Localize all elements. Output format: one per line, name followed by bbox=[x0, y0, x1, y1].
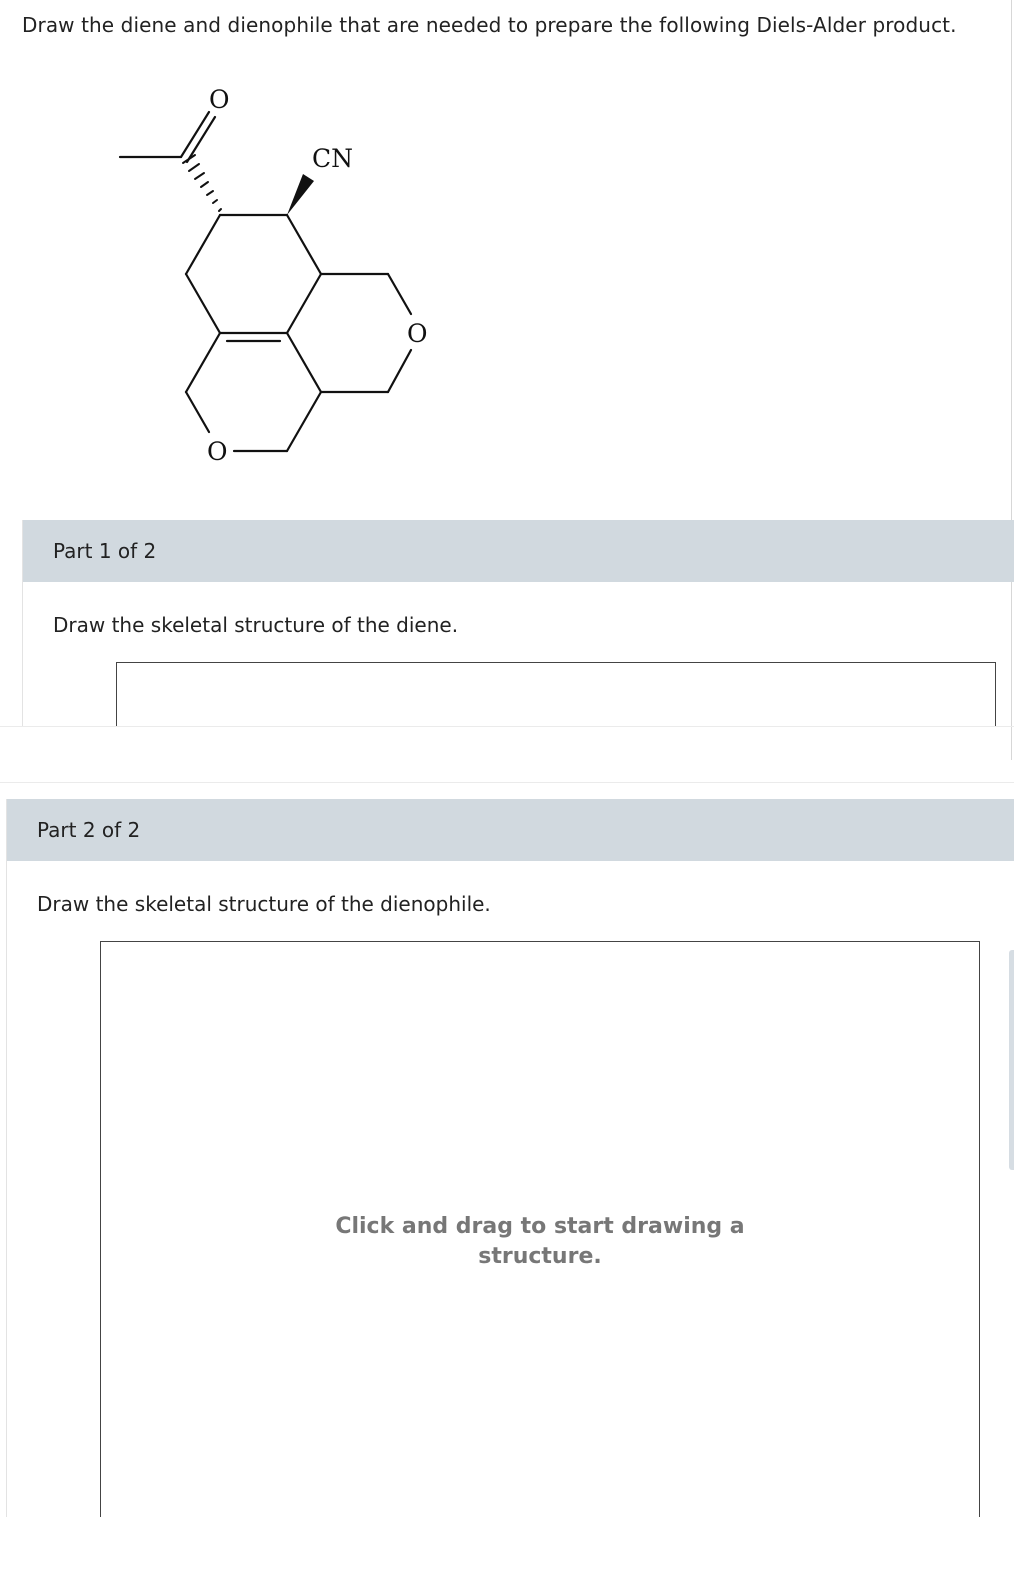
diene-drawing-canvas[interactable] bbox=[116, 662, 996, 726]
bond bbox=[388, 274, 411, 314]
bond bbox=[186, 215, 220, 274]
bond bbox=[186, 274, 220, 333]
part-1-instruction: Draw the skeletal structure of the diene. bbox=[53, 613, 459, 637]
bond bbox=[287, 392, 321, 451]
part-2-instruction: Draw the skeletal structure of the dienophile. bbox=[37, 892, 491, 916]
bond bbox=[186, 333, 220, 392]
part-2-header-label: Part 2 of 2 bbox=[37, 818, 141, 842]
solid-wedge-bond bbox=[287, 174, 314, 215]
section-divider bbox=[0, 726, 1014, 727]
bond bbox=[287, 274, 321, 333]
part-1-panel bbox=[22, 520, 1014, 726]
nitrile-label: CN bbox=[312, 144, 354, 173]
bond bbox=[287, 215, 321, 274]
part-1-header bbox=[23, 520, 1014, 582]
part-1-header-label: Part 1 of 2 bbox=[53, 539, 157, 563]
section-divider bbox=[0, 782, 1014, 783]
hashed-wedge-bond bbox=[183, 155, 221, 211]
ring-oxygen-right-label: O bbox=[407, 319, 428, 348]
carbonyl-oxygen-label: O bbox=[209, 85, 230, 114]
ring-oxygen-bottom-label: O bbox=[207, 437, 228, 466]
dienophile-drawing-canvas[interactable] bbox=[100, 941, 980, 1517]
canvas-hint-label: Click and drag to start drawing a structure. bbox=[335, 1214, 745, 1269]
bond bbox=[186, 392, 209, 432]
question-prompt: Draw the diene and dienophile that are needed to prepare the following Diels-Alder product. bbox=[22, 13, 957, 37]
part-2-header bbox=[7, 799, 1014, 861]
bond bbox=[388, 350, 411, 392]
part-2-panel bbox=[6, 799, 1014, 1517]
side-scroll-handle[interactable] bbox=[1009, 950, 1014, 1170]
diels-alder-product-structure bbox=[0, 0, 1014, 470]
canvas-hint-text bbox=[101, 1212, 979, 1272]
bond bbox=[287, 333, 321, 392]
